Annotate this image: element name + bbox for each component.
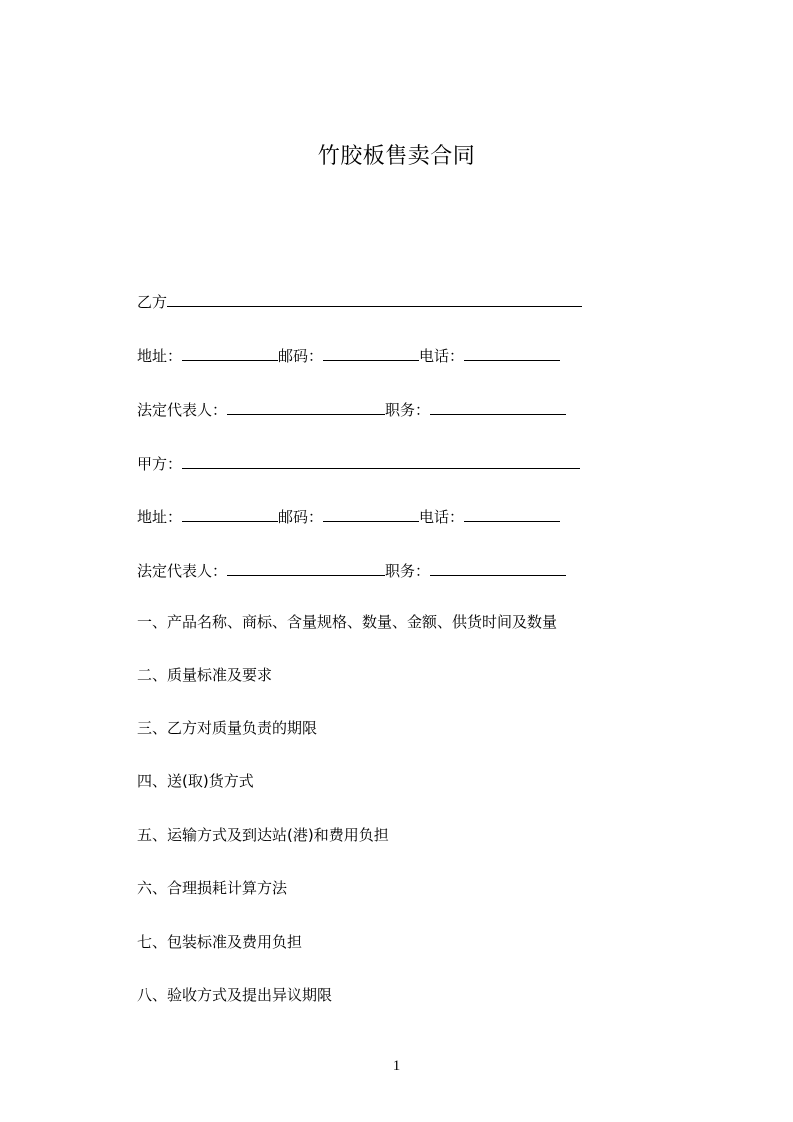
party-b-address-blank[interactable]: [182, 344, 278, 361]
party-a-position-label: 职务：: [385, 562, 431, 580]
party-a-phone-blank[interactable]: [464, 505, 560, 522]
party-a-postcode-blank[interactable]: [323, 505, 419, 522]
party-b-name-blank[interactable]: [167, 290, 582, 307]
party-a-label: 甲方：: [137, 455, 183, 473]
clause-4: 四、送(取)货方式: [137, 772, 254, 790]
party-b-label: 乙方: [137, 293, 168, 311]
party-b-postcode-blank[interactable]: [323, 344, 419, 361]
party-b-postcode-label: 邮码：: [278, 347, 324, 365]
party-b-rep-blank[interactable]: [227, 398, 385, 415]
party-b-position-blank[interactable]: [430, 398, 566, 415]
party-a-rep-label: 法定代表人：: [137, 562, 228, 580]
party-a-rep-line: [137, 559, 566, 579]
party-b-rep-line: [137, 398, 566, 418]
party-a-postcode-label: 邮码：: [278, 508, 324, 526]
party-a-address-label: 地址：: [137, 508, 183, 526]
party-b-contact-line: [137, 344, 560, 364]
party-b-phone-blank[interactable]: [464, 344, 560, 361]
party-a-name-blank[interactable]: [182, 452, 580, 469]
clause-8: 八、验收方式及提出异议期限: [137, 986, 333, 1004]
clause-3: 三、乙方对质量负责的期限: [137, 719, 318, 737]
document-title: 竹胶板售卖合同: [317, 144, 476, 169]
party-a-contact-line: [137, 505, 560, 525]
party-b-position-label: 职务：: [385, 401, 431, 419]
party-a-rep-blank[interactable]: [227, 559, 385, 576]
clause-1: 一、产品名称、商标、含量规格、数量、金额、供货时间及数量: [137, 613, 558, 631]
party-b-address-label: 地址：: [137, 347, 183, 365]
party-a-position-blank[interactable]: [430, 559, 566, 576]
clause-6: 六、合理损耗计算方法: [137, 879, 288, 897]
party-b-rep-label: 法定代表人：: [137, 401, 228, 419]
clause-5: 五、运输方式及到达站(港)和费用负担: [137, 826, 389, 844]
clause-2: 二、质量标准及要求: [137, 666, 273, 684]
party-b-phone-label: 电话：: [419, 347, 465, 365]
party-a-address-blank[interactable]: [182, 505, 278, 522]
party-b-line: [137, 290, 582, 310]
page-number: 1: [392, 1058, 401, 1074]
party-a-phone-label: 电话：: [419, 508, 465, 526]
clause-7: 七、包装标准及费用负担: [137, 933, 303, 951]
party-a-line: [137, 452, 580, 472]
